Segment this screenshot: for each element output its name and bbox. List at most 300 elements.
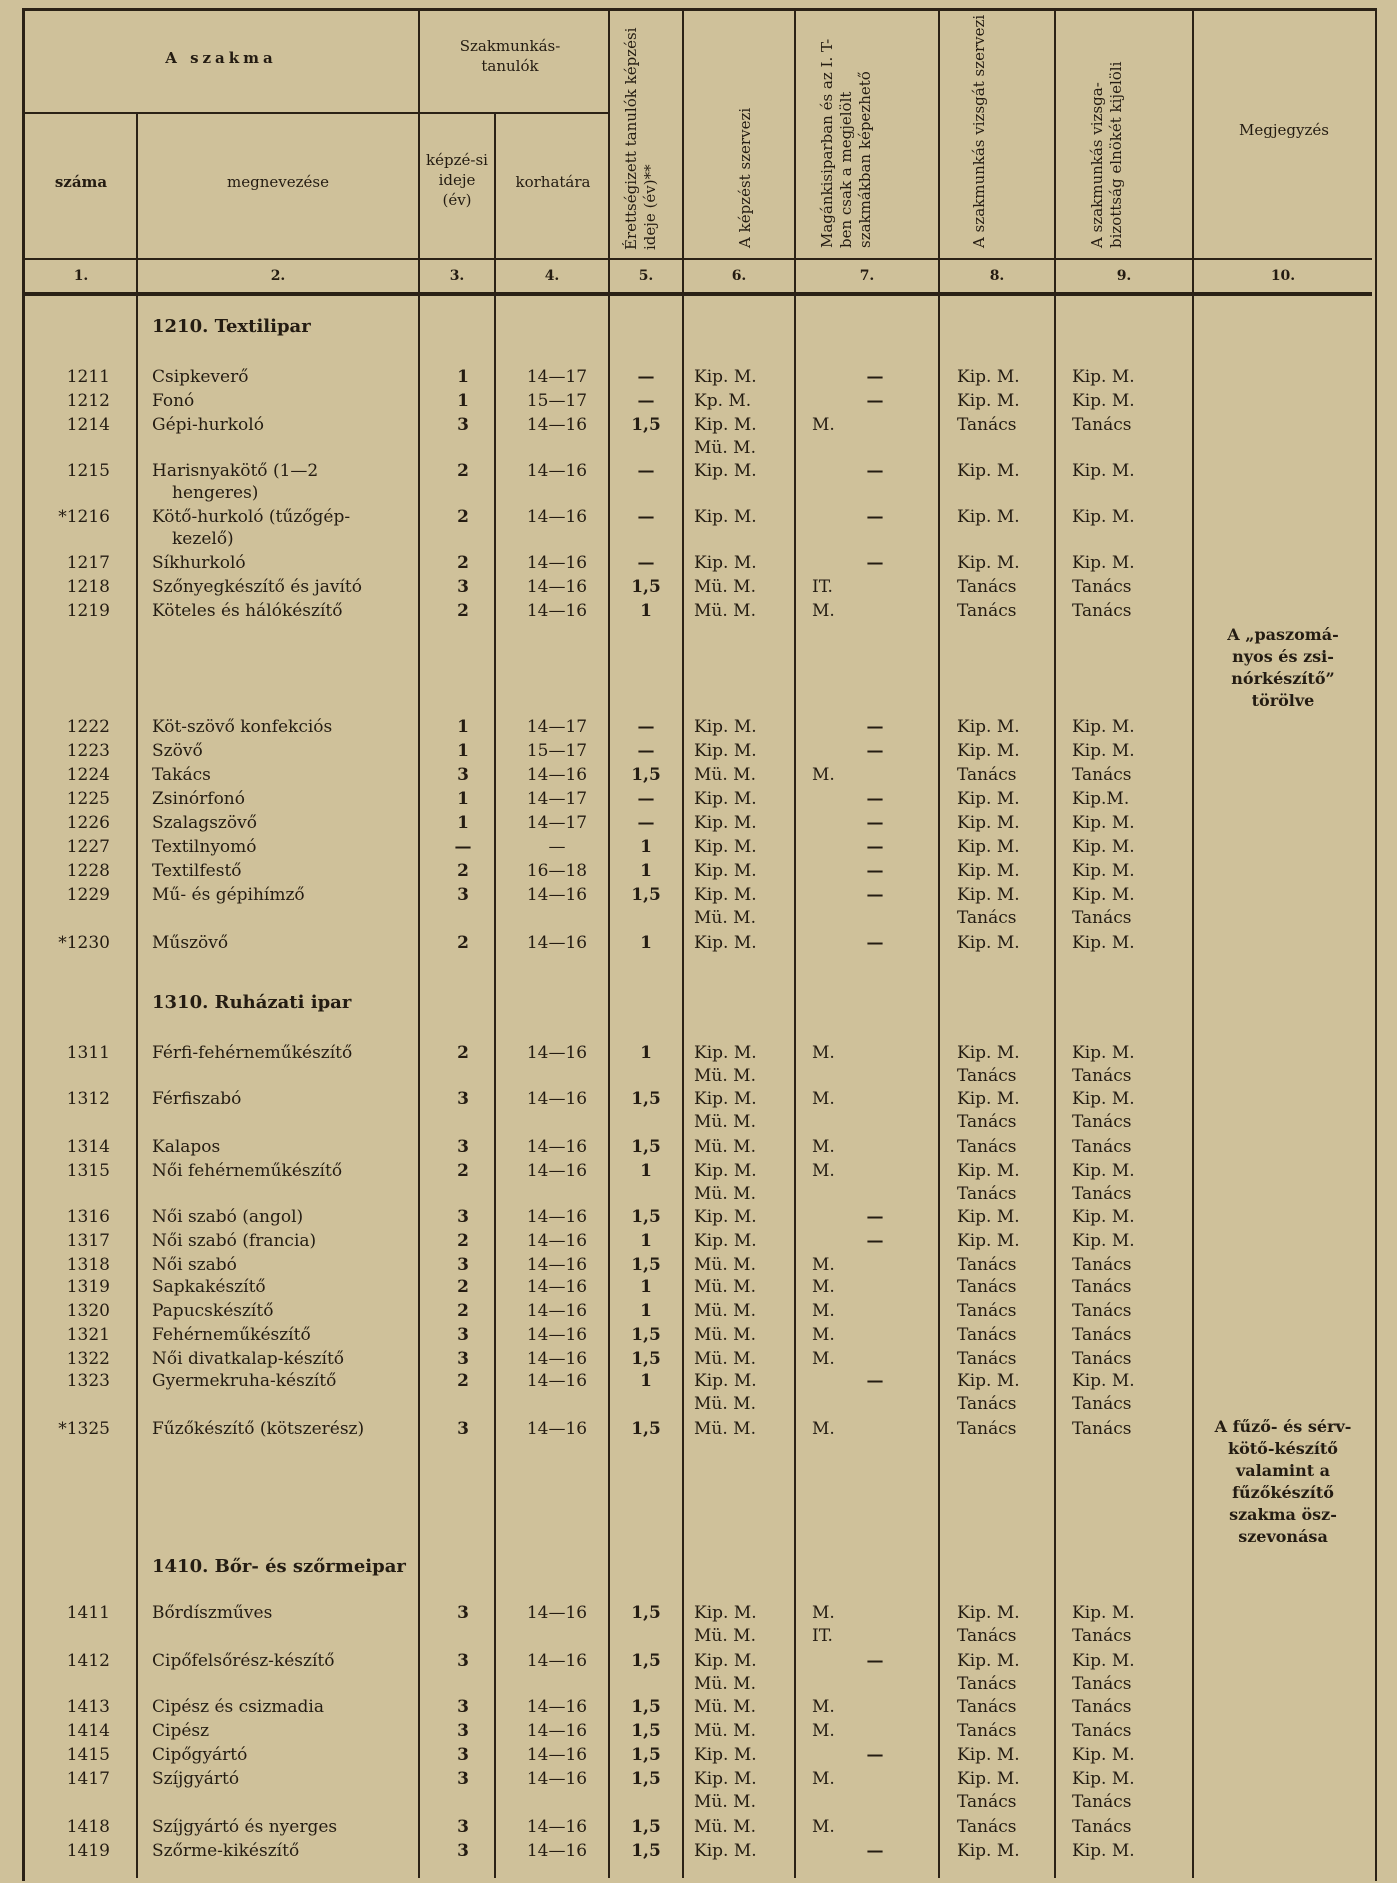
row-kepzesi-ido: 3 <box>457 1349 469 1369</box>
row-szervezi: Kip. M. <box>694 885 757 905</box>
row-kepzesi-ido: 2 <box>457 861 469 881</box>
row-szervezi: Kip. M. <box>694 933 757 953</box>
row-number: 1219 <box>66 601 110 621</box>
row-vizsga-szervezi: Tanács <box>957 1817 1017 1837</box>
row-maganisparban-dash: — <box>866 741 884 761</box>
row-number: 1319 <box>66 1277 110 1297</box>
row-maganisparban-2: IT. <box>812 1626 833 1646</box>
row-elnok-kijeloli-2: Tanács <box>1072 1184 1132 1204</box>
row-elnok-kijeloli: Tanács <box>1072 1697 1132 1717</box>
row-vizsga-szervezi: Kip. M. <box>957 813 1020 833</box>
row-kepzesi-ido: 2 <box>457 507 469 527</box>
row-kepzesi-ido: 3 <box>457 1137 469 1157</box>
row-elnok-kijeloli: Tanács <box>1072 1721 1132 1741</box>
header-megjegyzes: Megjegyzés <box>1239 121 1329 139</box>
row-kepzesi-ido: 3 <box>457 1207 469 1227</box>
row-elnok-kijeloli: Kip. M. <box>1072 1371 1135 1391</box>
row-erettsegizett: 1 <box>640 1231 652 1251</box>
row-name: Cipész és csizmadia <box>152 1697 325 1717</box>
row-korhatar: 14—16 <box>526 1137 588 1157</box>
row-elnok-kijeloli-2: Tanács <box>1072 908 1132 928</box>
row-szervezi: Kip. M. <box>694 461 757 481</box>
row-number: 1413 <box>66 1697 110 1717</box>
row-name: Női divatkalap-készítő <box>152 1349 345 1369</box>
row-name: Zsinórfonó <box>152 789 245 809</box>
row-elnok-kijeloli: Kip. M. <box>1072 507 1135 527</box>
row-name: Cipőfelsőrész-készítő <box>152 1651 335 1671</box>
row-number: 1224 <box>66 765 110 785</box>
row-szervezi: Kip. M. <box>694 1043 757 1063</box>
row-elnok-kijeloli: Tanács <box>1072 1255 1132 1275</box>
colnum-rule <box>22 292 1372 296</box>
row-szervezi: Kip. M. <box>694 1603 757 1623</box>
row-elnok-kijeloli: Kip. M. <box>1072 1745 1135 1765</box>
row-elnok-kijeloli-2: Tanács <box>1072 1066 1132 1086</box>
row-kepzesi-ido: 2 <box>457 1043 469 1063</box>
row-elnok-kijeloli: Kip. M. <box>1072 1603 1135 1623</box>
row-name: Fűzőkészítő (kötszerész) <box>152 1419 365 1439</box>
row-kepzesi-ido: 3 <box>457 1817 469 1837</box>
row-name: Cipész <box>152 1721 210 1741</box>
row-korhatar: 14—16 <box>526 1231 588 1251</box>
row-maganisparban-dash: — <box>866 813 884 833</box>
row-kepzesi-ido: 3 <box>457 1603 469 1623</box>
row-erettsegizett: 1 <box>640 1371 652 1391</box>
header-maganisparban: Magánkisiparban és az I. T-ben csak a megjelölt szakmákban képezhető <box>818 38 874 248</box>
row-maganisparban: M. <box>812 1817 835 1837</box>
row-elnok-kijeloli-2: Tanács <box>1072 1394 1132 1414</box>
row-maganisparban-dash: — <box>866 1651 884 1671</box>
row-number: 1315 <box>66 1161 110 1181</box>
row-szervezi: Kip. M. <box>694 813 757 833</box>
row-elnok-kijeloli: Kip. M. <box>1072 1231 1135 1251</box>
row-vizsga-szervezi: Tanács <box>957 577 1017 597</box>
row-number: 1316 <box>66 1207 110 1227</box>
remark-line: valamint a <box>1235 1461 1331 1480</box>
row-name: Takács <box>152 765 211 785</box>
row-number: *1216 <box>58 507 110 527</box>
row-name: Sapkakészítő <box>152 1277 266 1297</box>
column-number: 6. <box>731 268 747 284</box>
row-number: 1321 <box>66 1325 110 1345</box>
row-maganisparban-dash: — <box>866 1745 884 1765</box>
row-szervezi: Kip. M. <box>694 789 757 809</box>
row-kepzesi-ido: 1 <box>457 367 469 387</box>
row-korhatar: 14—16 <box>526 1043 588 1063</box>
row-erettsegizett: 1,5 <box>631 415 661 435</box>
row-number: 1212 <box>66 391 110 411</box>
row-szervezi: Kp. M. <box>694 391 752 411</box>
row-elnok-kijeloli: Tanács <box>1072 1419 1132 1439</box>
row-erettsegizett: 1 <box>640 837 652 857</box>
row-vizsga-szervezi: Kip. M. <box>957 391 1020 411</box>
row-number: 1225 <box>66 789 110 809</box>
row-number: 1320 <box>66 1301 110 1321</box>
row-erettsegizett: 1,5 <box>631 885 661 905</box>
row-korhatar: 14—16 <box>526 1301 588 1321</box>
row-number: 1226 <box>66 813 110 833</box>
row-korhatar: 14—16 <box>526 1277 588 1297</box>
row-vizsga-szervezi-2: Tanács <box>957 1184 1017 1204</box>
row-erettsegizett: 1,5 <box>631 1817 661 1837</box>
row-name: Női szabó (francia) <box>152 1231 317 1251</box>
row-vizsga-szervezi-2: Tanács <box>957 908 1017 928</box>
row-korhatar: 14—16 <box>526 553 588 573</box>
row-number: 1322 <box>66 1349 110 1369</box>
row-korhatar: 14—17 <box>526 367 588 387</box>
row-szervezi-2: Mü. M. <box>694 1394 756 1414</box>
row-vizsga-szervezi: Kip. M. <box>957 1841 1020 1861</box>
row-vizsga-szervezi: Tanács <box>957 1255 1017 1275</box>
column-number: 8. <box>989 268 1005 284</box>
row-maganisparban: M. <box>812 1603 835 1623</box>
row-korhatar: 14—16 <box>526 1769 588 1789</box>
row-vizsga-szervezi: Kip. M. <box>957 885 1020 905</box>
row-korhatar: 16—18 <box>526 861 588 881</box>
row-name: Szalagszövő <box>152 813 257 833</box>
row-vizsga-szervezi: Tanács <box>957 765 1017 785</box>
row-korhatar: 14—17 <box>526 813 588 833</box>
row-elnok-kijeloli: Tanács <box>1072 1137 1132 1157</box>
row-name: Szőnyegkészítő és javító <box>152 577 362 597</box>
row-erettsegizett: 1,5 <box>631 1651 661 1671</box>
row-elnok-kijeloli-2: Tanács <box>1072 1792 1132 1812</box>
row-vizsga-szervezi: Kip. M. <box>957 1651 1020 1671</box>
row-name: Köt-szövő konfekciós <box>152 717 333 737</box>
row-szervezi: Kip. M. <box>694 1161 757 1181</box>
row-elnok-kijeloli: Kip. M. <box>1072 717 1135 737</box>
row-szervezi: Kip. M. <box>694 1207 757 1227</box>
column-number: 4. <box>544 268 560 284</box>
row-elnok-kijeloli: Kip. M. <box>1072 1043 1135 1063</box>
row-szervezi: Kip. M. <box>694 1371 757 1391</box>
row-erettsegizett: — <box>637 717 655 737</box>
row-elnok-kijeloli: Kip. M. <box>1072 391 1135 411</box>
row-korhatar: 14—16 <box>526 415 588 435</box>
header-elnoket-kijeloli: A szakmunkás vizsga-bizottság elnökét kijelöli <box>1088 61 1125 248</box>
row-szervezi: Kip. M. <box>694 415 757 435</box>
row-vizsga-szervezi: Kip. M. <box>957 1745 1020 1765</box>
row-korhatar: 14—16 <box>526 1207 588 1227</box>
row-number: 1227 <box>66 837 110 857</box>
col-rule-1 <box>136 112 138 1878</box>
row-szervezi-2: Mü. M. <box>694 1112 756 1132</box>
row-korhatar: 14—16 <box>526 933 588 953</box>
column-number: 1. <box>73 268 89 284</box>
row-kepzesi-ido: 3 <box>457 765 469 785</box>
row-number: 1214 <box>66 415 110 435</box>
row-szervezi: Mü. M. <box>694 1325 756 1345</box>
row-korhatar: 14—16 <box>526 1419 588 1439</box>
row-szervezi: Mü. M. <box>694 601 756 621</box>
row-name: Mű- és gépihímző <box>152 885 305 905</box>
row-name: Műszövő <box>152 933 229 953</box>
row-name: Női szabó (angol) <box>152 1207 304 1227</box>
row-number: 1317 <box>66 1231 110 1251</box>
row-vizsga-szervezi: Kip. M. <box>957 933 1020 953</box>
row-szervezi: Mü. M. <box>694 1817 756 1837</box>
row-elnok-kijeloli: Tanács <box>1072 1817 1132 1837</box>
row-maganisparban-dash: — <box>866 391 884 411</box>
row-erettsegizett: — <box>637 553 655 573</box>
row-erettsegizett: 1,5 <box>631 1349 661 1369</box>
row-vizsga-szervezi: Kip. M. <box>957 1231 1020 1251</box>
row-vizsga-szervezi-2: Tanács <box>957 1674 1017 1694</box>
row-erettsegizett: 1,5 <box>631 1255 661 1275</box>
row-name: Fonó <box>152 391 195 411</box>
row-kepzesi-ido: 3 <box>457 1419 469 1439</box>
row-szervezi: Kip. M. <box>694 1745 757 1765</box>
row-elnok-kijeloli: Kip. M. <box>1072 741 1135 761</box>
row-korhatar: 14—16 <box>526 1841 588 1861</box>
row-name: Női szabó <box>152 1255 237 1275</box>
row-korhatar: 14—16 <box>526 1651 588 1671</box>
row-szervezi: Kip. M. <box>694 717 757 737</box>
row-vizsga-szervezi-2: Tanács <box>957 1626 1017 1646</box>
row-number: 1223 <box>66 741 110 761</box>
column-number: 7. <box>859 268 875 284</box>
row-elnok-kijeloli: Tanács <box>1072 1349 1132 1369</box>
row-elnok-kijeloli: Kip. M. <box>1072 1161 1135 1181</box>
row-korhatar: 14—16 <box>526 577 588 597</box>
row-maganisparban-dash: — <box>866 837 884 857</box>
row-maganisparban: M. <box>812 1137 835 1157</box>
row-name: Szíjgyártó <box>152 1769 240 1789</box>
row-erettsegizett: 1,5 <box>631 1745 661 1765</box>
row-number: *1325 <box>58 1419 110 1439</box>
row-vizsga-szervezi: Tanács <box>957 1419 1017 1439</box>
row-szervezi: Kip. M. <box>694 1841 757 1861</box>
row-maganisparban-dash: — <box>866 1371 884 1391</box>
row-kepzesi-ido: 2 <box>457 1161 469 1181</box>
row-korhatar: 14—16 <box>526 507 588 527</box>
remark-line: törölve <box>1251 691 1315 710</box>
row-korhatar: 14—16 <box>526 461 588 481</box>
row-vizsga-szervezi: Tanács <box>957 415 1017 435</box>
remark-line: szakma ösz- <box>1229 1505 1337 1524</box>
row-elnok-kijeloli-2: Tanács <box>1072 1112 1132 1132</box>
row-maganisparban-dash: — <box>866 1207 884 1227</box>
row-kepzesi-ido: 3 <box>457 1255 469 1275</box>
row-vizsga-szervezi: Kip. M. <box>957 1603 1020 1623</box>
col-rule-6 <box>794 10 796 1878</box>
row-korhatar: 14—16 <box>526 1161 588 1181</box>
row-kepzesi-ido: 2 <box>457 461 469 481</box>
row-erettsegizett: 1,5 <box>631 1603 661 1623</box>
row-name: Csipkeverő <box>152 367 249 387</box>
remark-line: szevonása <box>1238 1527 1328 1546</box>
row-kepzesi-ido: 2 <box>457 553 469 573</box>
row-szervezi: Kip. M. <box>694 1769 757 1789</box>
row-szervezi-2: Mü. M. <box>694 1792 756 1812</box>
row-erettsegizett: — <box>637 507 655 527</box>
row-korhatar: 15—17 <box>526 741 588 761</box>
row-kepzesi-ido: 3 <box>457 1841 469 1861</box>
row-vizsga-szervezi: Tanács <box>957 1697 1017 1717</box>
row-szervezi: Kip. M. <box>694 367 757 387</box>
row-szervezi-2: Mü. M. <box>694 438 756 458</box>
header-kepzest-szervezi: A képzést szervezi <box>736 107 754 248</box>
row-szervezi: Mü. M. <box>694 1301 756 1321</box>
row-erettsegizett: 1 <box>640 861 652 881</box>
row-kepzesi-ido: 3 <box>457 415 469 435</box>
row-elnok-kijeloli: Kip.M. <box>1072 789 1130 809</box>
row-elnok-kijeloli-2: Tanács <box>1072 1674 1132 1694</box>
row-erettsegizett: 1,5 <box>631 1419 661 1439</box>
row-szervezi: Kip. M. <box>694 741 757 761</box>
row-maganisparban-dash: — <box>866 1231 884 1251</box>
row-number: *1230 <box>58 933 110 953</box>
row-elnok-kijeloli: Kip. M. <box>1072 1651 1135 1671</box>
row-kepzesi-ido: 2 <box>457 1231 469 1251</box>
row-kepzesi-ido: 1 <box>457 789 469 809</box>
col-rule-5 <box>682 10 684 1878</box>
row-maganisparban: M. <box>812 1769 835 1789</box>
row-erettsegizett: — <box>637 789 655 809</box>
row-elnok-kijeloli: Kip. M. <box>1072 367 1135 387</box>
row-szervezi: Mü. M. <box>694 577 756 597</box>
row-maganisparban: M. <box>812 765 835 785</box>
row-elnok-kijeloli: Kip. M. <box>1072 1769 1135 1789</box>
row-name: Szőrme-kikészítő <box>152 1841 300 1861</box>
row-vizsga-szervezi: Tanács <box>957 601 1017 621</box>
header-vizsgat-szervezi: A szakmunkás vizsgát szervezi <box>970 14 988 248</box>
row-szervezi: Mü. M. <box>694 1137 756 1157</box>
row-vizsga-szervezi: Kip. M. <box>957 461 1020 481</box>
row-number: 1217 <box>66 553 110 573</box>
header-rule-tanulok <box>420 112 608 114</box>
remark-line: kötő-készítő <box>1228 1439 1338 1458</box>
row-vizsga-szervezi: Kip. M. <box>957 367 1020 387</box>
row-name: Harisnyakötő (1—2 <box>152 461 319 481</box>
row-vizsga-szervezi: Tanács <box>957 1325 1017 1345</box>
row-vizsga-szervezi: Kip. M. <box>957 717 1020 737</box>
row-vizsga-szervezi: Kip. M. <box>957 789 1020 809</box>
row-maganisparban: M. <box>812 1721 835 1741</box>
section-title: 1410. Bőr- és szőrmeipar <box>152 1556 406 1577</box>
row-maganisparban: M. <box>812 1419 835 1439</box>
row-elnok-kijeloli-2: Tanács <box>1072 1626 1132 1646</box>
row-erettsegizett: — <box>637 391 655 411</box>
row-number: 1414 <box>66 1721 110 1741</box>
row-number: 1415 <box>66 1745 110 1765</box>
row-szervezi-2: Mü. M. <box>694 1066 756 1086</box>
row-maganisparban: M. <box>812 1277 835 1297</box>
row-name-cont: kezelő) <box>172 529 234 549</box>
row-number: 1218 <box>66 577 110 597</box>
row-erettsegizett: 1,5 <box>631 1769 661 1789</box>
remark-line: nórkészítő” <box>1231 669 1335 688</box>
row-erettsegizett: 1,5 <box>631 1325 661 1345</box>
row-vizsga-szervezi: Tanács <box>957 1137 1017 1157</box>
header-rule-bottom <box>22 258 1372 260</box>
row-korhatar: 14—16 <box>526 1325 588 1345</box>
row-kepzesi-ido: 3 <box>457 577 469 597</box>
row-number: 1215 <box>66 461 110 481</box>
row-vizsga-szervezi: Tanács <box>957 1277 1017 1297</box>
row-szervezi: Kip. M. <box>694 861 757 881</box>
row-korhatar: 14—16 <box>526 601 588 621</box>
row-szervezi-2: Mü. M. <box>694 908 756 928</box>
row-name: Papucskészítő <box>152 1301 274 1321</box>
row-name: Fehérneműkészítő <box>152 1325 311 1345</box>
row-maganisparban: M. <box>812 1161 835 1181</box>
row-number: 1318 <box>66 1255 110 1275</box>
row-erettsegizett: 1 <box>640 1277 652 1297</box>
row-number: 1417 <box>66 1769 110 1789</box>
row-number: 1222 <box>66 717 110 737</box>
row-korhatar: 14—16 <box>526 765 588 785</box>
row-kepzesi-ido: 3 <box>457 1769 469 1789</box>
row-kepzesi-ido: 3 <box>457 1721 469 1741</box>
row-number: 1312 <box>66 1089 110 1109</box>
row-erettsegizett: — <box>637 741 655 761</box>
row-korhatar: — <box>548 837 566 857</box>
row-vizsga-szervezi-2: Tanács <box>957 1112 1017 1132</box>
row-korhatar: 14—16 <box>526 1371 588 1391</box>
row-number: 1323 <box>66 1371 110 1391</box>
row-erettsegizett: 1 <box>640 601 652 621</box>
col-rule-2 <box>418 10 420 1878</box>
row-maganisparban-dash: — <box>866 885 884 905</box>
row-kepzesi-ido: 3 <box>457 1651 469 1671</box>
row-vizsga-szervezi: Kip. M. <box>957 1769 1020 1789</box>
row-szervezi: Kip. M. <box>694 837 757 857</box>
row-szervezi: Kip. M. <box>694 1089 757 1109</box>
row-vizsga-szervezi: Kip. M. <box>957 1043 1020 1063</box>
row-elnok-kijeloli: Tanács <box>1072 1325 1132 1345</box>
remark-note <box>1198 624 1368 712</box>
row-szervezi: Mü. M. <box>694 1349 756 1369</box>
row-elnok-kijeloli: Tanács <box>1072 765 1132 785</box>
row-vizsga-szervezi: Kip. M. <box>957 861 1020 881</box>
row-erettsegizett: — <box>637 813 655 833</box>
row-vizsga-szervezi: Tanács <box>957 1349 1017 1369</box>
row-kepzesi-ido: 3 <box>457 885 469 905</box>
row-maganisparban: M. <box>812 1325 835 1345</box>
section-title: 1210. Textilipar <box>152 316 311 337</box>
row-elnok-kijeloli: Kip. M. <box>1072 461 1135 481</box>
col-rule-9 <box>1192 10 1194 1878</box>
row-name: Bőrdíszműves <box>152 1603 273 1623</box>
row-number: 1418 <box>66 1817 110 1837</box>
header-rule-szakma <box>22 112 434 114</box>
row-number: 1412 <box>66 1651 110 1671</box>
row-name: Textilnyomó <box>152 837 257 857</box>
row-maganisparban: M. <box>812 1301 835 1321</box>
column-number: 5. <box>638 268 654 284</box>
row-szervezi-2: Mü. M. <box>694 1674 756 1694</box>
row-elnok-kijeloli: Kip. M. <box>1072 1089 1135 1109</box>
row-elnok-kijeloli: Kip. M. <box>1072 933 1135 953</box>
row-erettsegizett: 1,5 <box>631 1137 661 1157</box>
row-szervezi: Mü. M. <box>694 1721 756 1741</box>
row-korhatar: 14—16 <box>526 1721 588 1741</box>
row-name: Köteles és hálókészítő <box>152 601 343 621</box>
row-maganisparban: M. <box>812 1089 835 1109</box>
row-name: Kötő-hurkoló (tűzőgép- <box>152 507 351 527</box>
row-szervezi-2: Mü. M. <box>694 1626 756 1646</box>
row-elnok-kijeloli: Tanács <box>1072 601 1132 621</box>
row-elnok-kijeloli: Tanács <box>1072 577 1132 597</box>
row-erettsegizett: 1,5 <box>631 765 661 785</box>
row-szervezi: Kip. M. <box>694 1231 757 1251</box>
row-kepzesi-ido: 2 <box>457 933 469 953</box>
row-number: 1211 <box>66 367 110 387</box>
header-szakma: A szakma <box>165 49 277 67</box>
row-erettsegizett: 1,5 <box>631 1207 661 1227</box>
row-kepzesi-ido: 1 <box>457 717 469 737</box>
